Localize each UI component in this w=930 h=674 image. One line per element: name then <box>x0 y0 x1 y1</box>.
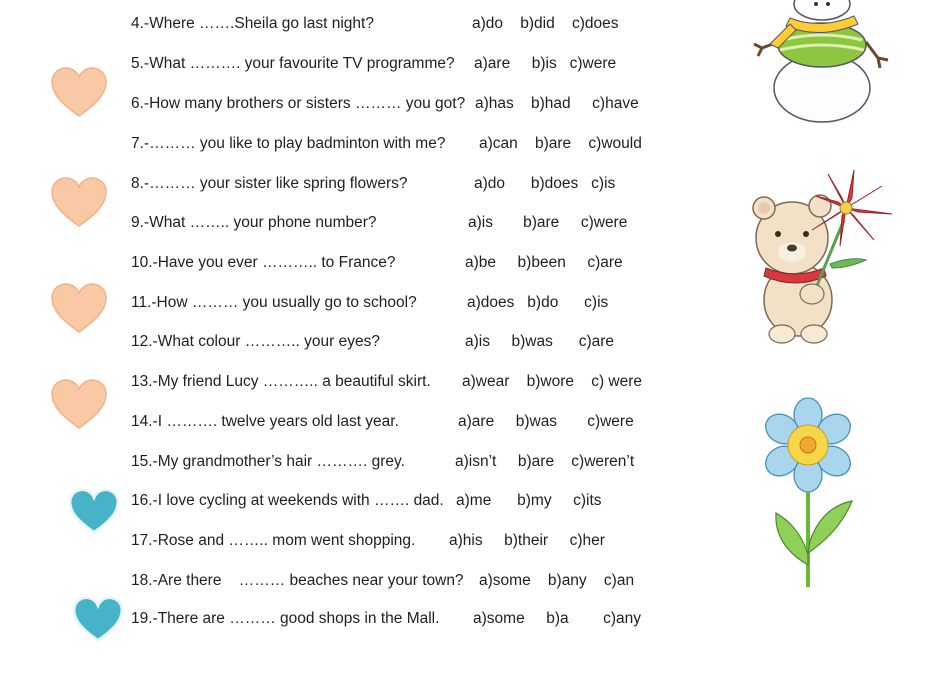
question-row <box>131 212 628 234</box>
answer-options: a)some b)a c)any <box>473 610 641 627</box>
question-row <box>131 93 639 115</box>
answer-options: a)is b)was c)are <box>465 333 615 350</box>
question-row <box>131 530 605 552</box>
question-text: 8.-……… your sister like spring flowers? <box>131 175 408 192</box>
question-text: 9.-What …….. your phone number? <box>131 214 377 231</box>
question-text: 7.-……… you like to play badminton with me? <box>131 135 446 152</box>
question-text: 6.-How many brothers or sisters ……… you got? <box>131 95 466 112</box>
question-row <box>131 173 616 195</box>
question-text: 15.-My grandmother’s hair ………. grey. <box>131 453 405 470</box>
heart-icon <box>72 596 124 642</box>
teddy-bear-illustration <box>748 168 903 353</box>
question-row <box>131 451 635 473</box>
question-text: 12.-What colour ……….. your eyes? <box>131 333 380 350</box>
answer-options: a)me b)my c)its <box>456 492 602 509</box>
heart-icon <box>50 282 108 334</box>
answer-options: a)is b)are c)were <box>468 214 628 231</box>
question-row <box>131 53 617 75</box>
answer-options: a)do b)did c)does <box>472 15 619 32</box>
question-row <box>131 371 643 393</box>
question-text: 11.-How ……… you usually go to school? <box>131 294 417 311</box>
answer-options: a)does b)do c)is <box>467 294 609 311</box>
heart-icon <box>68 488 120 534</box>
answer-options: a)isn’t b)are c)weren’t <box>455 453 635 470</box>
question-text: 18.-Are there ……… beaches near your town? <box>131 572 464 589</box>
question-text: 10.-Have you ever ……….. to France? <box>131 254 396 271</box>
heart-icon <box>50 378 108 430</box>
question-row <box>131 331 615 353</box>
question-row <box>131 252 623 274</box>
answer-options: a)are b)is c)were <box>474 55 617 72</box>
answer-options: a)some b)any c)an <box>479 572 635 589</box>
question-row <box>131 133 642 155</box>
question-text: 13.-My friend Lucy ……….. a beautiful skirt. <box>131 373 431 390</box>
question-row <box>131 13 619 35</box>
snowman-illustration <box>750 0 895 130</box>
question-text: 16.-I love cycling at weekends with ……. dad. <box>131 492 444 509</box>
answer-options: a)do b)does c)is <box>474 175 616 192</box>
answer-options: a)wear b)wore c) were <box>462 373 643 390</box>
heart-icon <box>50 176 108 228</box>
question-row <box>131 292 609 314</box>
heart-icon <box>50 66 108 118</box>
question-row <box>131 490 602 512</box>
answer-options: a)can b)are c)would <box>479 135 642 152</box>
question-row <box>131 608 641 630</box>
answer-options: a)has b)had c)have <box>475 95 639 112</box>
question-row <box>131 411 634 433</box>
question-text: 14.-I ………. twelve years old last year. <box>131 413 399 430</box>
question-text: 17.-Rose and …….. mom went shopping. <box>131 532 416 549</box>
question-text: 5.-What ………. your favourite TV programme? <box>131 55 455 72</box>
question-text: 4.-Where …….Sheila go last night? <box>131 15 374 32</box>
question-row <box>131 570 635 592</box>
answer-options: a)his b)their c)her <box>449 532 605 549</box>
answer-options: a)are b)was c)were <box>458 413 634 430</box>
blue-flower-illustration <box>752 395 862 600</box>
answer-options: a)be b)been c)are <box>465 254 623 271</box>
question-text: 19.-There are ……… good shops in the Mall. <box>131 610 440 627</box>
